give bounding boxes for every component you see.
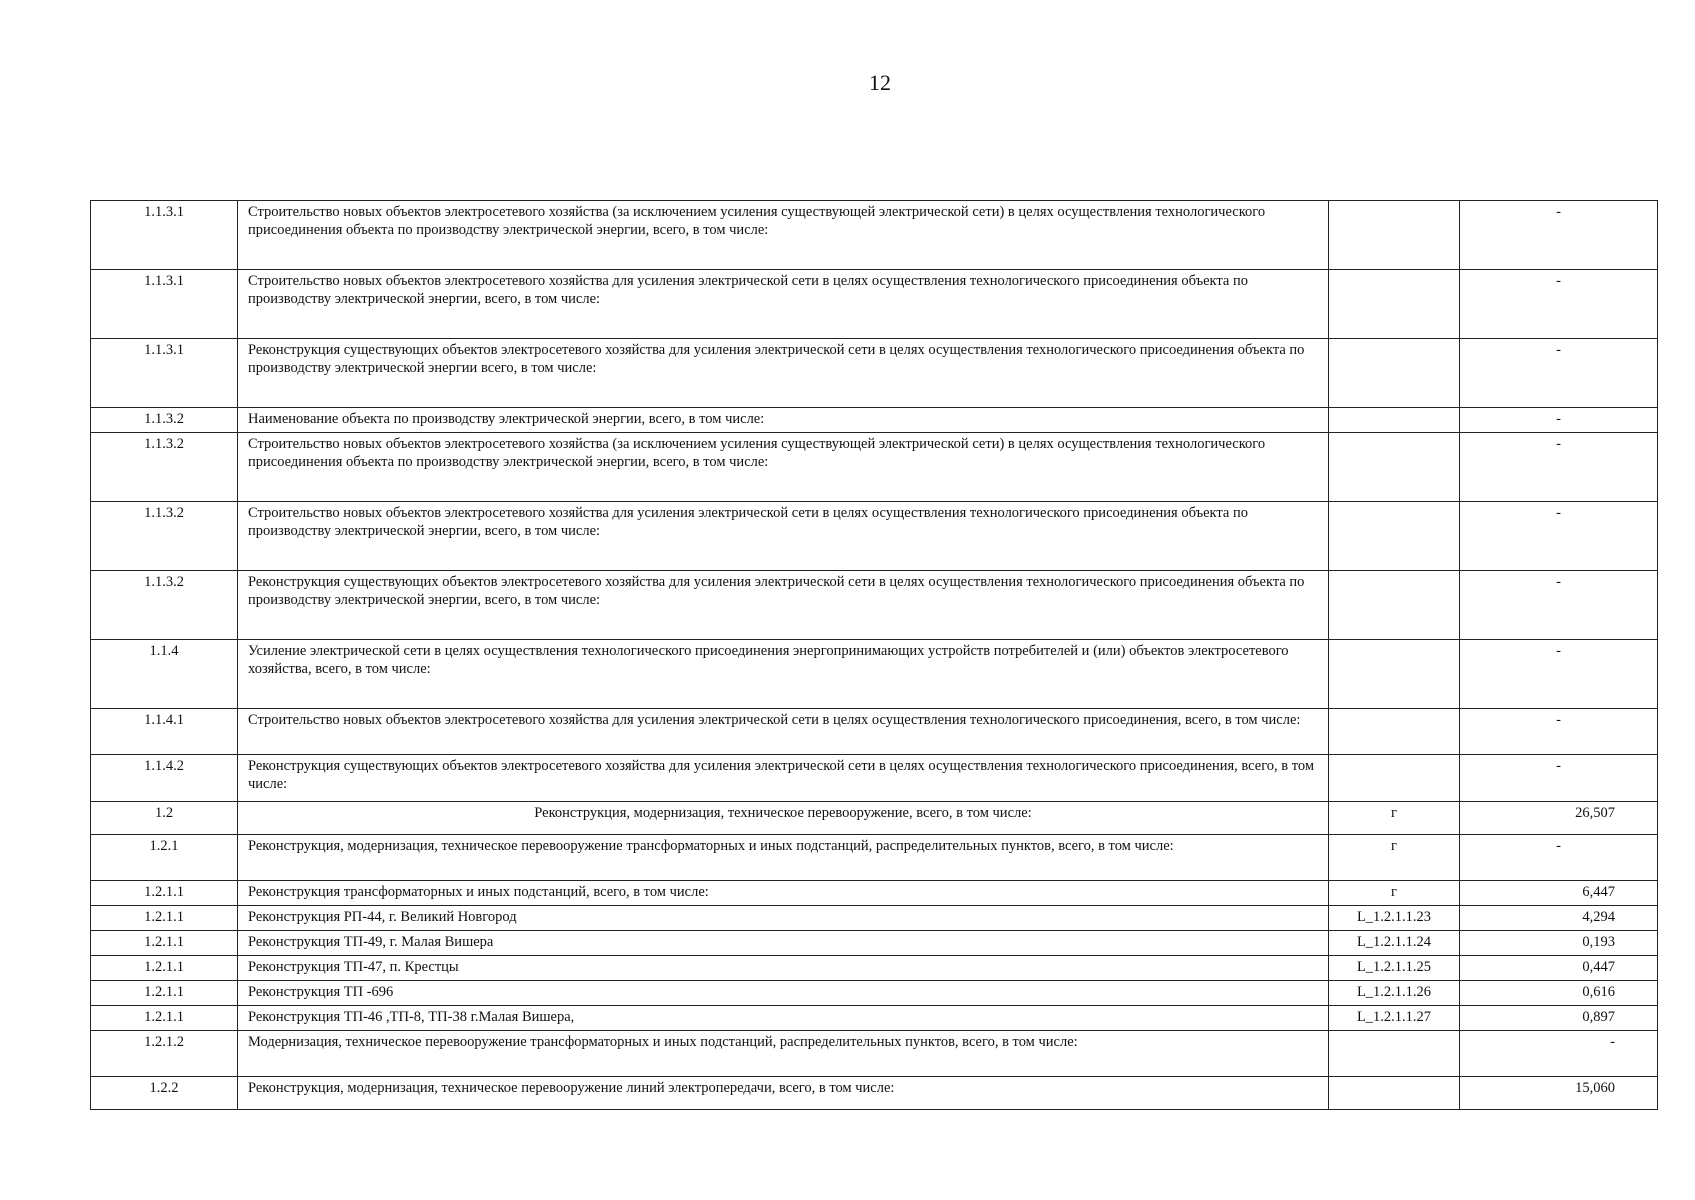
row-value: 4,294 [1460, 906, 1658, 931]
row-number: 1.1.4.1 [91, 709, 238, 755]
table-row [91, 339, 1658, 408]
table-row [91, 931, 1658, 956]
row-number: 1.1.4.2 [91, 755, 238, 802]
row-value: 6,447 [1460, 881, 1658, 906]
row-value: - [1460, 835, 1658, 881]
row-name: Реконструкция существующих объектов электросетевого хозяйства для усиления электрической сети в целях осуществления технологического присоединения объекта по производству электрической энергии, всего, в том числе: [238, 571, 1329, 640]
table-row [91, 270, 1658, 339]
table-row [91, 1006, 1658, 1031]
table-row [91, 1031, 1658, 1077]
row-number: 1.1.3.1 [91, 270, 238, 339]
row-value: - [1460, 571, 1658, 640]
investment-table [90, 200, 1658, 1110]
table-row [91, 956, 1658, 981]
row-id: L_1.2.1.1.26 [1329, 981, 1460, 1006]
row-value: 0,616 [1460, 981, 1658, 1006]
row-id: L_1.2.1.1.23 [1329, 906, 1460, 931]
row-number: 1.2.1 [91, 835, 238, 881]
row-value: - [1460, 709, 1658, 755]
row-value: 26,507 [1460, 802, 1658, 835]
row-name: Реконструкция, модернизация, техническое перевооружение, всего, в том числе: [238, 802, 1329, 835]
row-name: Реконструкция РП-44, г. Великий Новгород [238, 906, 1329, 931]
row-name: Реконструкция ТП-49, г. Малая Вишера [238, 931, 1329, 956]
table-row [91, 502, 1658, 571]
row-value: 0,897 [1460, 1006, 1658, 1031]
row-name: Реконструкция трансформаторных и иных подстанций, всего, в том числе: [238, 881, 1329, 906]
row-id [1329, 339, 1460, 408]
row-value: 15,060 [1460, 1077, 1658, 1110]
table-row [91, 571, 1658, 640]
row-name: Строительство новых объектов электросетевого хозяйства (за исключением усиления существующей электрической сети) в целях осуществления технологического присоединения объекта по производству электрической энергии, всего, в том числе: [238, 433, 1329, 502]
row-name: Реконструкция, модернизация, техническое перевооружение трансформаторных и иных подстанций, распределительных пунктов, всего, в том числе: [238, 835, 1329, 881]
table-row [91, 201, 1658, 270]
table-row [91, 640, 1658, 709]
row-id: г [1329, 802, 1460, 835]
row-value: - [1460, 1031, 1658, 1077]
page-number: 12 [869, 70, 891, 95]
row-value: - [1460, 201, 1658, 270]
row-number: 1.1.3.1 [91, 201, 238, 270]
row-id [1329, 1077, 1460, 1110]
row-name: Строительство новых объектов электросетевого хозяйства для усиления электрической сети в целях осуществления технологического присоединения, всего, в том числе: [238, 709, 1329, 755]
row-number: 1.2.1.1 [91, 981, 238, 1006]
row-id [1329, 571, 1460, 640]
table-row [91, 755, 1658, 802]
row-name: Модернизация, техническое перевооружение трансформаторных и иных подстанций, распределительных пунктов, всего, в том числе: [238, 1031, 1329, 1077]
row-id [1329, 755, 1460, 802]
row-name: Реконструкция ТП -696 [238, 981, 1329, 1006]
table-row [91, 835, 1658, 881]
row-id: г [1329, 881, 1460, 906]
row-number: 1.2.1.1 [91, 956, 238, 981]
table-row [91, 906, 1658, 931]
row-number: 1.2.1.1 [91, 931, 238, 956]
row-number: 1.2.1.1 [91, 906, 238, 931]
row-value: - [1460, 270, 1658, 339]
row-number: 1.2.1.1 [91, 1006, 238, 1031]
row-number: 1.2.1.1 [91, 881, 238, 906]
row-value: 0,193 [1460, 931, 1658, 956]
row-number: 1.1.3.1 [91, 339, 238, 408]
table-row [91, 433, 1658, 502]
row-name: Строительство новых объектов электросетевого хозяйства (за исключением усиления существующей электрической сети) в целях осуществления технологического присоединения объекта по производству электрической энергии, всего, в том числе: [238, 201, 1329, 270]
row-value: - [1460, 408, 1658, 433]
row-id [1329, 433, 1460, 502]
row-id [1329, 270, 1460, 339]
row-number: 1.1.4 [91, 640, 238, 709]
table-row [91, 981, 1658, 1006]
row-id [1329, 408, 1460, 433]
row-name: Реконструкция существующих объектов электросетевого хозяйства для усиления электрической сети в целях осуществления технологического присоединения объекта по производству электрической энергии всего, в том числе: [238, 339, 1329, 408]
row-value: - [1460, 502, 1658, 571]
row-name: Строительство новых объектов электросетевого хозяйства для усиления электрической сети в целях осуществления технологического присоединения объекта по производству электрической энергии, всего, в том числе: [238, 502, 1329, 571]
row-id [1329, 640, 1460, 709]
table-row [91, 802, 1658, 835]
row-name: Реконструкция ТП-47, п. Крестцы [238, 956, 1329, 981]
row-number: 1.1.3.2 [91, 502, 238, 571]
row-name: Реконструкция ТП-46 ,ТП-8, ТП-38 г.Малая Вишера, [238, 1006, 1329, 1031]
table-row [91, 881, 1658, 906]
row-name: Реконструкция существующих объектов электросетевого хозяйства для усиления электрической сети в целях осуществления технологического присоединения, всего, в том числе: [238, 755, 1329, 802]
row-number: 1.2.1.2 [91, 1031, 238, 1077]
row-value: 0,447 [1460, 956, 1658, 981]
row-id [1329, 709, 1460, 755]
table-row [91, 1077, 1658, 1110]
row-name: Усиление электрической сети в целях осуществления технологического присоединения энергопринимающих устройств потребителей и (или) объектов электросетевого хозяйства, всего, в том числе: [238, 640, 1329, 709]
row-id [1329, 201, 1460, 270]
row-id: L_1.2.1.1.27 [1329, 1006, 1460, 1031]
row-number: 1.1.3.2 [91, 433, 238, 502]
row-number: 1.2.2 [91, 1077, 238, 1110]
row-value: - [1460, 339, 1658, 408]
row-value: - [1460, 755, 1658, 802]
row-name: Реконструкция, модернизация, техническое перевооружение линий электропередачи, всего, в том числе: [238, 1077, 1329, 1110]
row-id [1329, 502, 1460, 571]
row-id: L_1.2.1.1.25 [1329, 956, 1460, 981]
row-name: Наименование объекта по производству электрической энергии, всего, в том числе: [238, 408, 1329, 433]
row-name: Строительство новых объектов электросетевого хозяйства для усиления электрической сети в целях осуществления технологического присоединения объекта по производству электрической энергии, всего, в том числе: [238, 270, 1329, 339]
row-id: г [1329, 835, 1460, 881]
row-number: 1.1.3.2 [91, 571, 238, 640]
row-number: 1.2 [91, 802, 238, 835]
row-number: 1.1.3.2 [91, 408, 238, 433]
table-row [91, 408, 1658, 433]
row-id [1329, 1031, 1460, 1077]
table-row [91, 709, 1658, 755]
row-value: - [1460, 640, 1658, 709]
row-value: - [1460, 433, 1658, 502]
row-id: L_1.2.1.1.24 [1329, 931, 1460, 956]
